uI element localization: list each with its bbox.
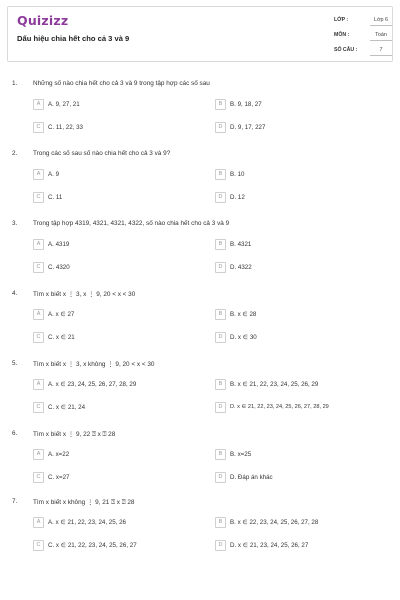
quizizz-logo: Quizizz bbox=[17, 13, 69, 28]
question-number: 6. bbox=[12, 430, 18, 437]
option-letter-box[interactable]: D bbox=[215, 122, 226, 133]
meta-count-label: SỐ CÂU : bbox=[334, 47, 358, 53]
option-text: A. x=22 bbox=[48, 451, 70, 458]
meta-subject-value: Toán bbox=[375, 32, 387, 38]
option-letter-box[interactable]: A bbox=[33, 239, 44, 250]
option-text: B. x ∈ 21, 22, 23, 24, 25, 26, 29 bbox=[230, 381, 319, 388]
option-letter-box[interactable]: A bbox=[33, 99, 44, 110]
option-text: C. x=27 bbox=[48, 474, 70, 481]
option-text: A. 9 bbox=[48, 171, 60, 178]
option-text: B. x ∈ 22, 23, 24, 25, 26, 27, 28 bbox=[230, 519, 319, 526]
option-letter-box[interactable]: B bbox=[215, 169, 226, 180]
option-letter-box[interactable]: B bbox=[215, 239, 226, 250]
option-text: C. 11, 22, 33 bbox=[48, 124, 83, 131]
question-number: 7. bbox=[12, 498, 18, 505]
question-number: 2. bbox=[12, 150, 18, 157]
option-text: C. x ∈ 21 bbox=[48, 334, 75, 341]
option-text: A. 9, 27, 21 bbox=[48, 101, 80, 108]
meta-subject-underline bbox=[370, 40, 392, 41]
meta-class-label: LỚP : bbox=[334, 17, 349, 23]
option-letter-box[interactable]: D bbox=[215, 192, 226, 203]
meta-subject bbox=[334, 32, 394, 44]
option-text: D. x ∈ 21, 23, 24, 25, 26, 27 bbox=[230, 542, 309, 549]
option-letter-box[interactable]: D bbox=[215, 332, 226, 343]
option-text: D. Đáp án khác bbox=[230, 474, 273, 481]
option-text: C. 4320 bbox=[48, 264, 70, 271]
question-text: Tìm x biết x không ⋮ 9, 21 ⍰ x ⍰ 28 bbox=[33, 499, 135, 506]
option-text: C. 11 bbox=[48, 194, 63, 201]
option-letter-box[interactable]: D bbox=[215, 262, 226, 273]
option-letter-box[interactable]: B bbox=[215, 517, 226, 528]
option-letter-box[interactable]: B bbox=[215, 99, 226, 110]
question-text: Những số nào chia hết cho cả 3 và 9 trong tập hợp các số sau bbox=[33, 80, 210, 87]
option-letter-box[interactable]: B bbox=[215, 309, 226, 320]
option-letter-box[interactable]: A bbox=[33, 517, 44, 528]
option-letter-box[interactable]: B bbox=[215, 449, 226, 460]
meta-question-count bbox=[334, 47, 394, 59]
option-text: D. 9, 17, 227 bbox=[230, 124, 266, 131]
meta-count-value: 7 bbox=[379, 47, 383, 53]
worksheet-title: Dấu hiệu chia hết cho cả 3 và 9 bbox=[17, 34, 130, 43]
question-number: 4. bbox=[12, 290, 18, 297]
option-text: D. x ∈ 30 bbox=[230, 334, 257, 341]
option-text: C. x ∈ 21, 22, 23, 24, 25, 26, 27 bbox=[48, 542, 137, 549]
worksheet-header bbox=[7, 6, 393, 62]
option-text: A. 4319 bbox=[48, 241, 70, 248]
option-text: D. x ∈ 21, 22, 23, 24, 25, 26, 27, 28, 29 bbox=[230, 404, 329, 410]
option-letter-box[interactable]: A bbox=[33, 309, 44, 320]
question-text: Tìm x biết x ⋮ 3, x không ⋮ 9, 20 < x < 30 bbox=[33, 361, 155, 368]
meta-subject-label: MÔN : bbox=[334, 32, 350, 38]
option-letter-box[interactable]: C bbox=[33, 332, 44, 343]
option-letter-box[interactable]: C bbox=[33, 192, 44, 203]
option-text: B. 9, 18, 27 bbox=[230, 101, 262, 108]
meta-count-underline bbox=[370, 55, 392, 56]
question-text: Trong tập hợp 4319, 4321, 4321, 4322, số nào chia hết cho cả 3 và 9 bbox=[33, 220, 230, 227]
question-text: Tìm x biết x ⋮ 9, 22 ⍰ x ⍰ 28 bbox=[33, 431, 116, 438]
option-text: D. 4322 bbox=[230, 264, 252, 271]
option-letter-box[interactable]: B bbox=[215, 379, 226, 390]
option-text: D. 12 bbox=[230, 194, 245, 201]
option-letter-box[interactable]: A bbox=[33, 379, 44, 390]
meta-class bbox=[334, 17, 394, 29]
option-letter-box[interactable]: C bbox=[33, 262, 44, 273]
option-text: B. x ∈ 28 bbox=[230, 311, 257, 318]
question-number: 3. bbox=[12, 220, 18, 227]
option-letter-box[interactable]: D bbox=[215, 540, 226, 551]
option-letter-box[interactable]: C bbox=[33, 402, 44, 413]
option-letter-box[interactable]: D bbox=[215, 472, 226, 483]
option-letter-box[interactable]: C bbox=[33, 122, 44, 133]
meta-class-underline bbox=[370, 25, 392, 26]
option-text: A. x ∈ 23, 24, 25, 26, 27, 28, 29 bbox=[48, 381, 137, 388]
option-text: B. 4321 bbox=[230, 241, 252, 248]
option-letter-box[interactable]: A bbox=[33, 449, 44, 460]
question-number: 1. bbox=[12, 80, 18, 87]
option-letter-box[interactable]: C bbox=[33, 472, 44, 483]
option-letter-box[interactable]: A bbox=[33, 169, 44, 180]
meta-class-value: Lớp 6 bbox=[373, 17, 389, 23]
question-text: Trong các số sau số nào chia hết cho cả 3 và 9? bbox=[33, 150, 171, 157]
option-text: A. x ∈ 21, 22, 23, 24, 25, 26 bbox=[48, 519, 126, 526]
question-number: 5. bbox=[12, 360, 18, 367]
option-text: B. x=25 bbox=[230, 451, 252, 458]
option-text: B. 10 bbox=[230, 171, 245, 178]
option-text: C. x ∈ 21, 24 bbox=[48, 404, 86, 411]
question-text: Tìm x biết x ⋮ 3, x ⋮ 9, 20 < x < 30 bbox=[33, 291, 136, 298]
option-letter-box[interactable]: C bbox=[33, 540, 44, 551]
option-text: A. x ∈ 27 bbox=[48, 311, 75, 318]
option-letter-box[interactable]: D bbox=[215, 402, 226, 413]
